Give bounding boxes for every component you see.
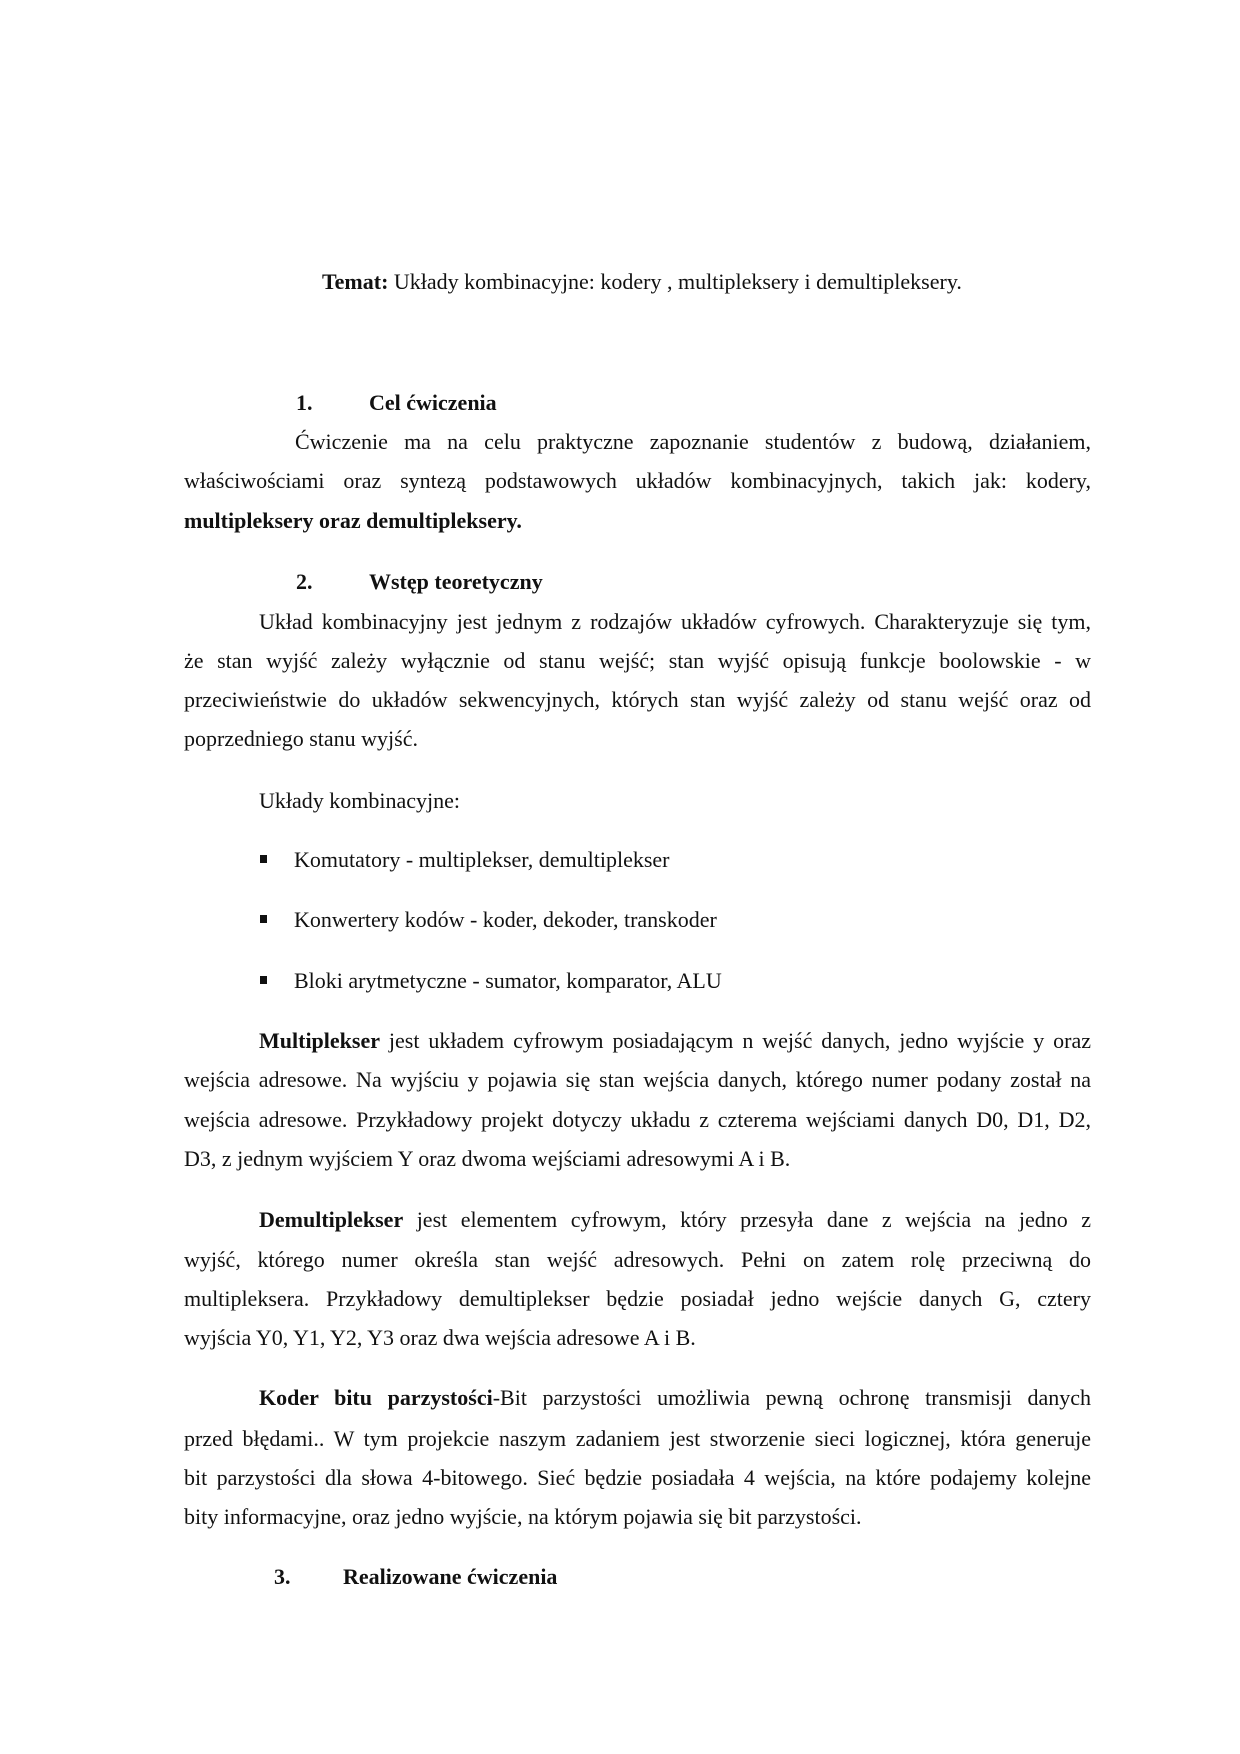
term-koder: Koder bitu parzystości bbox=[259, 1385, 493, 1410]
list-item: Komutatory - multiplekser, demultiplekser bbox=[294, 847, 670, 872]
paragraph-line: D3, z jednym wyjściem Y oraz dwoma wejściami adresowymi A i B. bbox=[184, 1146, 791, 1171]
list-item: Konwertery kodów - koder, dekoder, transkoder bbox=[294, 907, 717, 932]
title-text: Układy kombinacyjne: kodery , multipleksery i demultipleksery. bbox=[388, 269, 962, 294]
paragraph-line: wyjścia Y0, Y1, Y2, Y3 oraz dwa wejścia adresowe A i B. bbox=[184, 1325, 696, 1350]
paragraph-line: Ćwiczenie ma na celu praktyczne zapoznanie studentów z budową, działaniem, bbox=[295, 429, 1091, 454]
section-number-1: 1. bbox=[296, 390, 313, 415]
section-number-2: 2. bbox=[296, 569, 313, 594]
paragraph-line: wejścia adresowe. Przykładowy projekt dotyczy układu z czterema wejściami danych D0, D1, D2, bbox=[184, 1107, 1091, 1132]
paragraph-line: Demultiplekser jest elementem cyfrowym, który przesyła dane z wejścia na jedno z bbox=[259, 1207, 1091, 1232]
section-number-3: 3. bbox=[274, 1564, 291, 1589]
list-item: Bloki arytmetyczne - sumator, komparator, ALU bbox=[294, 968, 722, 993]
paragraph-line: wejścia adresowe. Na wyjściu y pojawia się stan wejścia danych, którego numer podany został na bbox=[184, 1067, 1091, 1092]
paragraph-line: właściwościami oraz syntezą podstawowych układów kombinacyjnych, takich jak: kodery, bbox=[184, 468, 1091, 493]
term-demultiplekser: Demultiplekser bbox=[259, 1207, 404, 1232]
bullet-icon bbox=[260, 976, 267, 984]
title-label: Temat: bbox=[322, 269, 389, 294]
paragraph-line: multipleksery oraz demultipleksery. bbox=[184, 508, 522, 533]
section-heading-3: Realizowane ćwiczenia bbox=[343, 1564, 558, 1589]
document-title bbox=[322, 262, 962, 301]
paragraph-line: Koder bitu parzystości-Bit parzystości umożliwia pewną ochronę transmisji danych bbox=[259, 1385, 1091, 1410]
paragraph-line: że stan wyjść zależy wyłącznie od stanu wejść; stan wyjść opisują funkcje boolowskie - w bbox=[184, 648, 1091, 673]
paragraph-line: Układ kombinacyjny jest jednym z rodzajów układów cyfrowych. Charakteryzuje się tym, bbox=[259, 609, 1091, 634]
paragraph-line: przed błędami.. W tym projekcie naszym zadaniem jest stworzenie sieci logicznej, która generuje bbox=[184, 1426, 1091, 1451]
paragraph-line: bit parzystości dla słowa 4-bitowego. Sieć będzie posiadała 4 wejścia, na które podajemy kolejne bbox=[184, 1465, 1091, 1490]
bullet-icon bbox=[260, 855, 267, 863]
paragraph-line: przeciwieństwie do układów sekwencyjnych, których stan wyjść zależy od stanu wejść oraz od bbox=[184, 687, 1091, 712]
paragraph-line: multipleksera. Przykładowy demultiplekser będzie posiadał jedno wejście danych G, cztery bbox=[184, 1286, 1091, 1311]
paragraph-line: poprzedniego stanu wyjść. bbox=[184, 726, 418, 751]
section-heading-1: Cel ćwiczenia bbox=[369, 390, 497, 415]
section-heading-2: Wstęp teoretyczny bbox=[369, 569, 543, 594]
paragraph-line: bity informacyjne, oraz jedno wyjście, na którym pojawia się bit parzystości. bbox=[184, 1504, 862, 1529]
list-title: Układy kombinacyjne: bbox=[259, 788, 461, 813]
paragraph-line: Multiplekser jest układem cyfrowym posiadającym n wejść danych, jedno wyjście y oraz bbox=[259, 1028, 1091, 1053]
term-multiplekser: Multiplekser bbox=[259, 1028, 380, 1053]
paragraph-line: wyjść, którego numer określa stan wejść adresowych. Pełni on zatem rolę przeciwną do bbox=[184, 1247, 1091, 1272]
bullet-icon bbox=[260, 915, 267, 923]
